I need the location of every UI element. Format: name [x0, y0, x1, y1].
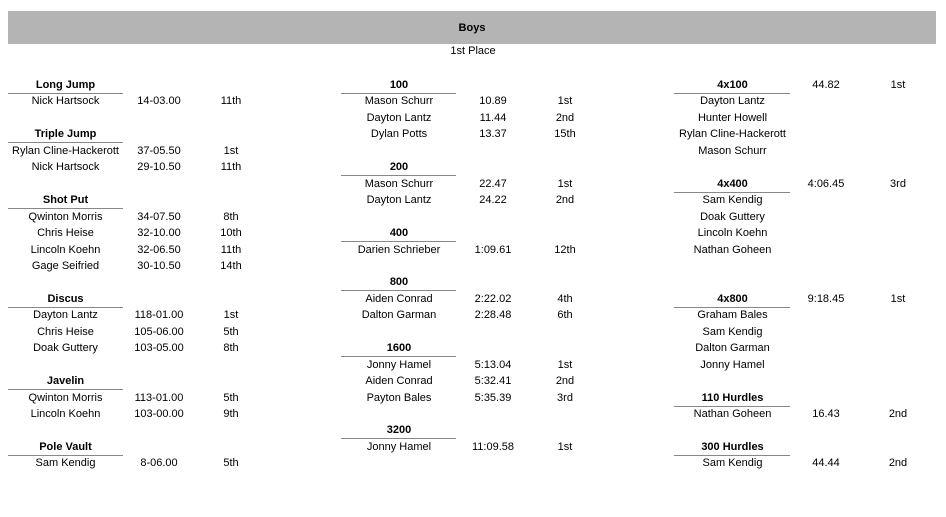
result-place: 11th [220, 243, 242, 256]
athlete-name: Rylan Cline-Hackerott [12, 144, 119, 157]
event-name: 4x800 [717, 292, 748, 305]
result-place: 3rd [557, 391, 573, 404]
relay-runner: Jonny Hamel [700, 358, 765, 371]
result-place: 10th [220, 227, 242, 240]
result-place: 8th [223, 210, 239, 223]
athlete-name: Dylan Potts [370, 128, 428, 141]
result-place: 8th [223, 342, 239, 355]
athlete-name: Dayton Lantz [366, 111, 432, 124]
result-place: 5th [223, 391, 239, 404]
result-place: 2nd [555, 111, 575, 124]
result-mark: 103-05.00 [134, 342, 184, 355]
event-name: Shot Put [42, 194, 89, 207]
athlete-name: Qwinton Morris [28, 210, 103, 223]
athlete-name: Chris Heise [37, 227, 94, 240]
athlete-name: Lincoln Koehn [30, 408, 101, 420]
athlete-name: Mason Schurr [364, 177, 434, 190]
result-place: 1st [223, 309, 239, 322]
athlete-name: Aiden Conrad [365, 292, 433, 305]
event-name: 1600 [386, 342, 412, 355]
report-subtitle: 1st Place [450, 45, 496, 57]
relay-runner: Doak Guttery [700, 210, 765, 223]
result-mark: 11:09.58 [471, 440, 514, 453]
athlete-name: Nathan Goheen [693, 408, 772, 420]
result-place: 14th [220, 259, 242, 272]
result-mark: 44.44 [812, 457, 840, 470]
relay-runner: Mason Schurr [698, 144, 767, 157]
athlete-name: Chris Heise [37, 325, 94, 338]
result-mark: 103-00.00 [134, 408, 184, 420]
result-mark: 105-06.00 [134, 325, 184, 338]
event-name: 800 [389, 276, 409, 289]
result-mark: 5:32.41 [474, 375, 512, 388]
athlete-name: Lincoln Koehn [30, 243, 101, 256]
result-mark: 30-10.50 [137, 259, 181, 272]
result-mark: 13.37 [479, 128, 507, 141]
relay-runner: Sam Kendig [702, 325, 763, 338]
athlete-name: Dayton Lantz [366, 194, 432, 207]
result-place: 1st [557, 177, 573, 190]
athlete-name: Doak Guttery [33, 342, 98, 355]
event-name: Triple Jump [34, 128, 97, 141]
result-place: 1st [557, 440, 573, 453]
result-mark: 118-01.00 [134, 309, 184, 322]
event-name: 100 [389, 79, 409, 91]
athlete-name: Dalton Garman [361, 309, 437, 322]
result-mark: 29-10.50 [137, 161, 181, 174]
result-mark: 5:13.04 [474, 358, 512, 371]
athlete-name: Jonny Hamel [366, 440, 432, 453]
relay-mark: 9:18.45 [807, 292, 845, 305]
result-place: 6th [557, 309, 573, 322]
report-title: Boys [458, 21, 486, 34]
athlete-name: Dayton Lantz [33, 309, 98, 322]
result-mark: 113-01.00 [134, 391, 184, 404]
athlete-name: Nick Hartsock [31, 161, 100, 174]
result-place: 5th [223, 325, 239, 338]
event-name: 400 [389, 227, 409, 240]
relay-runner: Nathan Goheen [693, 243, 772, 256]
relay-runner: Rylan Cline-Hackerott [679, 128, 786, 141]
event-name: 3200 [386, 424, 412, 437]
result-mark: 2:28.48 [474, 309, 512, 322]
relay-place: 1st [890, 79, 906, 91]
relay-runner: Dalton Garman [695, 342, 770, 355]
result-place: 1st [557, 358, 573, 371]
result-mark: 2:22.02 [474, 292, 512, 305]
result-place: 1st [557, 95, 573, 108]
event-name: Javelin [46, 375, 85, 388]
event-name: 4x400 [717, 177, 748, 190]
result-place: 2nd [888, 408, 908, 420]
athlete-name: Darien Schrieber [357, 243, 441, 256]
result-mark: 5:35.39 [474, 391, 512, 404]
result-mark: 1:09.61 [474, 243, 512, 256]
athlete-name: Jonny Hamel [366, 358, 432, 371]
event-name: Long Jump [35, 79, 96, 91]
athlete-name: Gage Seifried [31, 259, 100, 272]
athlete-name: Payton Bales [366, 391, 432, 404]
result-place: 4th [557, 292, 573, 305]
result-mark: 14-03.00 [137, 95, 181, 108]
result-mark: 37-05.50 [137, 144, 181, 157]
relay-runner: Hunter Howell [697, 111, 768, 124]
event-name: Pole Vault [39, 440, 92, 453]
result-place: 9th [223, 408, 239, 420]
relay-runner: Dayton Lantz [700, 95, 765, 108]
event-name: 4x100 [717, 79, 748, 91]
result-mark: 24.22 [479, 194, 507, 207]
result-place: 15th [554, 128, 576, 141]
result-mark: 32-10.00 [137, 227, 181, 240]
athlete-name: Aiden Conrad [365, 375, 433, 388]
result-place: 2nd [555, 194, 575, 207]
athlete-name: Sam Kendig [35, 457, 96, 470]
relay-place: 1st [890, 292, 906, 305]
event-name: Discus [47, 292, 84, 305]
result-mark: 22.47 [479, 177, 507, 190]
relay-runner: Sam Kendig [702, 194, 763, 207]
result-mark: 32-06.50 [137, 243, 181, 256]
result-place: 5th [223, 457, 239, 470]
athlete-name: Mason Schurr [364, 95, 434, 108]
relay-place: 3rd [890, 177, 906, 190]
event-name: 300 Hurdles [701, 440, 764, 453]
athlete-name: Qwinton Morris [28, 391, 103, 404]
relay-mark: 4:06.45 [807, 177, 845, 190]
event-name: 110 Hurdles [701, 391, 764, 404]
result-mark: 8-06.00 [140, 457, 178, 470]
result-mark: 34-07.50 [137, 210, 181, 223]
athlete-name: Nick Hartsock [31, 95, 100, 108]
result-place: 12th [554, 243, 576, 256]
report-title-bar [8, 11, 936, 44]
result-place: 2nd [555, 375, 575, 388]
result-mark: 16.43 [812, 408, 840, 420]
relay-runner: Graham Bales [697, 309, 768, 322]
result-place: 11th [220, 95, 242, 108]
result-mark: 10.89 [479, 95, 507, 108]
result-place: 11th [220, 161, 242, 174]
athlete-name: Sam Kendig [702, 457, 763, 470]
relay-mark: 44.82 [812, 79, 840, 91]
result-mark: 11.44 [479, 111, 507, 124]
result-place: 1st [223, 144, 239, 157]
relay-runner: Lincoln Koehn [697, 227, 768, 240]
result-place: 2nd [888, 457, 908, 470]
event-name: 200 [389, 161, 409, 174]
